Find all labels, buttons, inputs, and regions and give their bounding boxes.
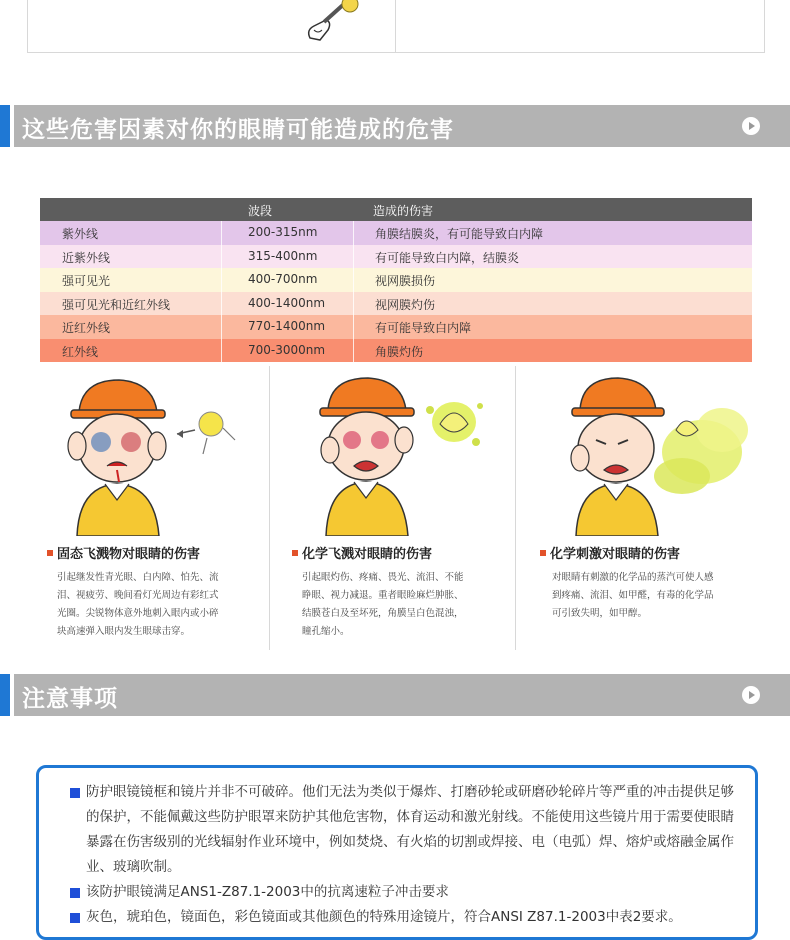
table-row (40, 292, 752, 316)
injury-panels (27, 366, 765, 650)
hazard-name: 红外线 (62, 344, 99, 359)
hazard-name: 强可见光和近红外线 (62, 297, 171, 312)
bullet-square-icon (540, 550, 546, 556)
note-item: 防护眼镜镜框和镜片并非不可破碎。他们无法为类似于爆炸、打磨砂轮或研磨砂轮碎片等严重的冲击提供足够的保护，不能佩戴这些防护眼罩来防护其他危害物，体育运动和激光射线。不能使用这些镜片用于需要使眼睛暴露在伤害级别的光线辐射作业环境中，例如焚烧、有火焰的切割或焊接、电（电弧）焊、熔炉或熔融金属作业、玻璃吹制。 (70, 780, 742, 880)
hazard-band: 400-700nm (248, 272, 318, 286)
hazard-name: 紫外线 (62, 227, 99, 241)
hazard-band: 770-1400nm (248, 319, 326, 333)
hazard-band: 400-1400nm (248, 295, 326, 310)
header-band: 波段 (248, 204, 273, 218)
table-row (40, 245, 752, 269)
hazard-table (40, 198, 752, 362)
table-row (40, 339, 752, 363)
hazard-harm: 有可能导致白内障，结膜炎 (375, 250, 520, 265)
panel-description: 引起继发性青光眼、白内障、怕先、流 泪、视疲劳、晚间看灯光周边有彩红式 光圈。尖锐物体意外地刺入眼内或小碎 块高速弹入眼内发生眼球击穿。 (57, 572, 219, 637)
hazard-name: 强可见光 (62, 274, 111, 288)
notes-box (36, 765, 758, 940)
notes-section-title: 注意事项 (22, 686, 118, 712)
hazard-harm: 角膜结膜炎，有可能导致白内障 (375, 227, 544, 241)
frame-divider (395, 0, 396, 53)
bullet-square-icon (292, 550, 298, 556)
table-row (40, 315, 752, 339)
hazard-harm: 视网膜损伤 (375, 274, 436, 288)
chemical-irritation-panel (516, 366, 765, 650)
play-arrow-icon[interactable] (742, 117, 760, 135)
chemical-splash-panel (270, 366, 516, 650)
panel-title: 化学刺激对眼睛的伤害 (540, 543, 680, 562)
bullet-square-icon (70, 888, 80, 898)
hazard-harm: 视网膜灼伤 (375, 297, 436, 312)
bullet-square-icon (70, 788, 80, 798)
hazard-band: 200-315nm (248, 225, 318, 239)
note-item: 灰色，琥珀色，镜面色，彩色镜面或其他颜色的特殊用途镜片，符合ANSI Z87.1-2003中表2要求。 (70, 905, 742, 930)
banner-accent (0, 105, 10, 147)
hazard-name: 近紫外线 (62, 250, 111, 265)
bullet-square-icon (47, 550, 53, 556)
panel-description: 引起眼灼伤、疼痛、畏光、流泪、不能 睁眼、视力减退。重者眼睑麻烂肿胀、 结膜苍白及至坏死，角膜呈白色混浊， 瞳孔缩小。 (302, 572, 464, 637)
hazards-section-title: 这些危害因素对你的眼睛可能造成的危害 (22, 117, 454, 143)
hazard-harm: 有可能导致白内障 (375, 321, 472, 335)
solid-splash-panel (27, 366, 270, 650)
panel-description: 对眼睛有刺激的化学品的蒸汽可使人感 到疼痛、流泪、如甲醛，有毒的化学品 可引致失明，如甲醇。 (552, 572, 714, 619)
hazard-band: 700-3000nm (248, 342, 326, 357)
header-harm: 造成的伤害 (373, 204, 434, 218)
hazard-name: 近红外线 (62, 321, 111, 335)
worker-solid-debris-illustration (27, 366, 270, 536)
worker-chemical-splash-illustration (270, 366, 516, 536)
hazard-band: 315-400nm (248, 248, 318, 263)
hand-holding-tool-illustration (300, 0, 370, 44)
note-item: 该防护眼镜满足ANS1-Z87.1-2003中的抗离速粒子冲击要求 (70, 880, 742, 905)
table-header-row (40, 198, 752, 221)
play-arrow-icon[interactable] (742, 686, 760, 704)
notes-section-header (0, 674, 790, 716)
bullet-square-icon (70, 913, 80, 923)
panel-title: 化学飞溅对眼睛的伤害 (292, 543, 432, 562)
table-row (40, 221, 752, 245)
banner-accent (0, 674, 10, 716)
hazard-harm: 角膜灼伤 (375, 344, 424, 359)
table-row (40, 268, 752, 292)
hazards-section-header (0, 105, 790, 147)
panel-title: 固态飞溅物对眼睛的伤害 (47, 543, 200, 562)
top-image-frame (27, 0, 765, 53)
worker-chemical-vapor-illustration (516, 366, 765, 536)
